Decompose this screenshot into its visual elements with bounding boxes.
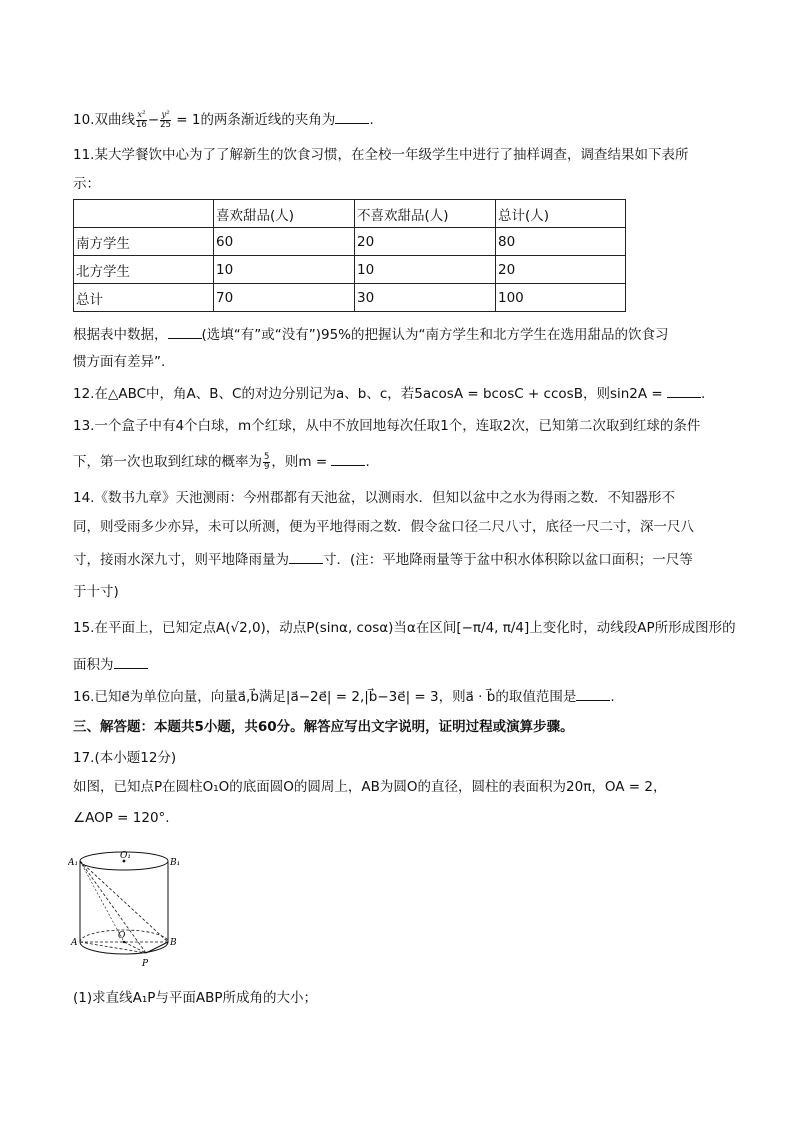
x2-over-16: $\frac{\text{x²}}{16}$ (135, 109, 147, 130)
answer-blank[interactable] (667, 385, 701, 398)
label-o1: O₁ (120, 851, 131, 861)
label-o: O (118, 931, 126, 941)
table-cell: 10 (355, 256, 496, 284)
question-11-after-line2: 惯方面有差异”. (73, 354, 166, 370)
table-row (74, 256, 626, 284)
question-11-line1: 11.某大学餐饮中心为了了解新生的饮食习惯，在全校一年级学生中进行了抽样调查，调查结果如下表所 (73, 147, 689, 163)
segment-p-b (146, 942, 168, 953)
label-p: P (142, 959, 149, 969)
answer-blank[interactable] (335, 111, 369, 124)
cylinder-figure (68, 848, 188, 973)
answer-blank[interactable] (331, 453, 365, 466)
answer-blank[interactable] (576, 688, 610, 701)
label-a: A (71, 938, 78, 948)
table-cell: 10 (214, 256, 355, 284)
table-cell: 60 (214, 228, 355, 256)
question-13-line2: 下，第一次也取到红球的概率为 $\frac{5}{9}$ ，则m = . (73, 451, 370, 472)
segment-a-p (80, 942, 146, 953)
bottom-ellipse-front (80, 942, 168, 954)
label-a1: A₁ (68, 858, 79, 868)
question-15-line2: 面积为 (73, 655, 148, 675)
table-cell: 70 (214, 284, 355, 312)
question-11-line2: 示： (73, 176, 100, 192)
section-3-heading: 三、解答题：本题共5小题，共60分。解答应写出文字说明，证明过程或演算步骤。 (73, 719, 574, 735)
answer-blank[interactable] (114, 656, 148, 669)
question-15-line1: 15.在平面上，已知定点A(√2,0)，动点P(sinα, cosα)当α在区间[−π/4, π/4]上变化时，动线段AP所形成图形的 (73, 620, 736, 636)
table-cell: 喜欢甜品(人) (214, 200, 355, 228)
table-row (74, 228, 626, 256)
table-cell: 20 (355, 228, 496, 256)
label-b1: B₁ (170, 858, 181, 868)
answer-blank[interactable] (289, 551, 323, 564)
segment-a1-p (80, 861, 146, 953)
point-o (123, 941, 125, 943)
question-10: 10.双曲线 $\frac{\text{x²}}{16}$ − $\frac{\text{y²}}{25}$ = 1的两条渐近线的夹角为 . (73, 109, 374, 130)
question-17-head: 17.(本小题12分) (73, 750, 177, 766)
question-13-line1: 13.一个盒子中有4个白球，m个红球，从中不放回地每次任取1个，连取2次，已知第二次取到红球的条件 (73, 418, 701, 434)
table-cell: 北方学生 (74, 256, 214, 284)
question-11-after-line1: 根据表中数据， (选填“有”或“没有”)95%的把握认为“南方学生和北方学生在选用甜品的饮食习 (73, 327, 669, 343)
q10-text: 的两条渐近线的夹角为 (200, 112, 336, 128)
answer-blank[interactable] (168, 326, 202, 339)
interval: [−π/4, π/4] (456, 620, 530, 636)
question-16: 16.已知e⃗为单位向量，向量a⃗,b⃗满足|a⃗−2e⃗| = 2,|b⃗−3e⃗| = 3，则a⃗ · b⃗的取值范围是 . (73, 689, 615, 705)
table-cell: 100 (496, 284, 626, 312)
question-12: 12.在△ABC中，角A、B、C的对边分别记为a、b、c，若5acosA = bcosC + ccosB，则sin2A = . (73, 386, 706, 402)
question-17-line1: 如图，已知点P在圆柱O₁O的底面圆O的圆周上，AB为圆O的直径，圆柱的表面积为20π，OA = 2， (73, 779, 667, 795)
table-cell: 总计(人) (496, 200, 626, 228)
table-header-row (74, 200, 626, 228)
table-cell: 20 (496, 256, 626, 284)
survey-table (73, 199, 626, 312)
y2-over-25: $\frac{\text{y²}}{25}$ (160, 109, 171, 130)
label-b: B (170, 938, 177, 948)
table-row (74, 284, 626, 312)
question-17-part1: (1)求直线A₁P与平面ABP所成角的大小； (73, 990, 318, 1006)
table-cell: 总计 (74, 284, 214, 312)
question-14-line2: 同，则受雨多少亦异，未可以所测，便为平地得雨之数．假令盆口径二尺八寸，底径一尺二寸，深一尺八 (73, 519, 694, 535)
table-cell: 80 (496, 228, 626, 256)
question-17-line2: ∠AOP = 120°. (73, 810, 170, 826)
question-14-line4: 于十寸) (73, 584, 119, 600)
table-cell: 南方学生 (74, 228, 214, 256)
fraction-5-9: $\frac{5}{9}$ (264, 451, 270, 472)
table-cell: 30 (355, 284, 496, 312)
table-cell: 不喜欢甜品(人) (355, 200, 496, 228)
q10-prefix: 10.双曲线 (73, 112, 135, 128)
question-14-line3: 寸，接雨水深九寸，则平地降雨量为 寸．(注：平地降雨量等于盆中积水体积除以盆口面积；一尺等 (73, 552, 693, 568)
question-14-line1: 14.《数书九章》天池测雨：今州郡都有天池盆，以测雨水．但知以盆中之水为得雨之数．不知器形不 (73, 490, 675, 506)
table-cell (74, 200, 214, 228)
